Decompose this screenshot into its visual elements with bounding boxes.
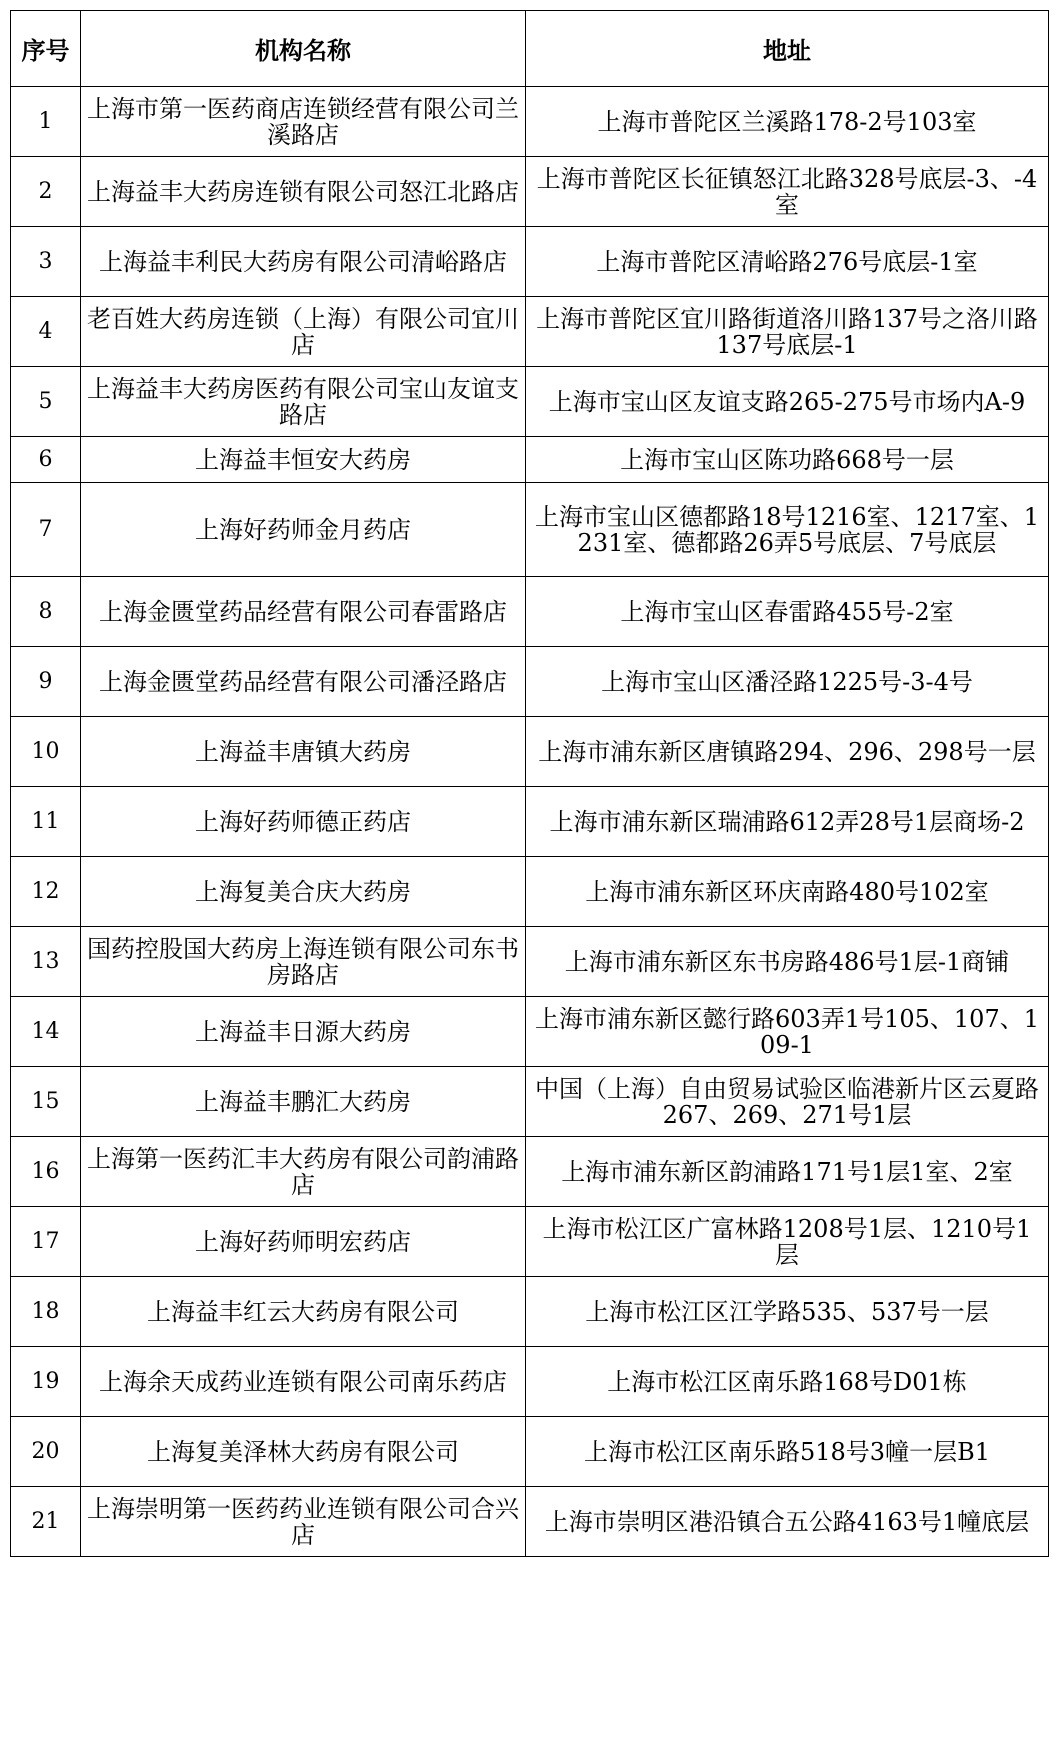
table-row xyxy=(11,157,1049,227)
row-address: 上海市宝山区德都路18号1216室、1217室、1231室、德都路26弄5号底层、7号底层 xyxy=(526,483,1049,577)
table-row xyxy=(11,1487,1049,1557)
table-row xyxy=(11,1137,1049,1207)
table-row xyxy=(11,483,1049,577)
row-index: 2 xyxy=(11,157,81,227)
row-org-name: 上海第一医药汇丰大药房有限公司韵浦路店 xyxy=(81,1137,526,1207)
row-org-name: 上海益丰利民大药房有限公司清峪路店 xyxy=(81,227,526,297)
row-org-name: 上海益丰唐镇大药房 xyxy=(81,717,526,787)
row-address: 上海市松江区江学路535、537号一层 xyxy=(526,1277,1049,1347)
table-row xyxy=(11,577,1049,647)
pharmacy-table xyxy=(10,10,1049,1557)
table-body xyxy=(11,87,1049,1557)
row-address: 上海市浦东新区韵浦路171号1层1室、2室 xyxy=(526,1137,1049,1207)
row-org-name: 上海益丰鹏汇大药房 xyxy=(81,1067,526,1137)
table-row xyxy=(11,927,1049,997)
table-row xyxy=(11,227,1049,297)
row-address: 上海市宝山区春雷路455号-2室 xyxy=(526,577,1049,647)
row-address: 上海市宝山区友谊支路265-275号市场内A-9 xyxy=(526,367,1049,437)
table-row xyxy=(11,1347,1049,1417)
row-org-name: 上海好药师金月药店 xyxy=(81,483,526,577)
row-org-name: 上海余天成药业连锁有限公司南乐药店 xyxy=(81,1347,526,1417)
row-index: 5 xyxy=(11,367,81,437)
row-index: 18 xyxy=(11,1277,81,1347)
row-index: 9 xyxy=(11,647,81,717)
table-row xyxy=(11,367,1049,437)
row-address: 上海市浦东新区东书房路486号1层-1商铺 xyxy=(526,927,1049,997)
header-address: 地址 xyxy=(526,11,1049,87)
row-index: 17 xyxy=(11,1207,81,1277)
table-row xyxy=(11,1417,1049,1487)
table-row xyxy=(11,1277,1049,1347)
row-address: 上海市崇明区港沿镇合五公路4163号1幢底层 xyxy=(526,1487,1049,1557)
row-index: 4 xyxy=(11,297,81,367)
row-index: 16 xyxy=(11,1137,81,1207)
row-org-name: 老百姓大药房连锁（上海）有限公司宜川店 xyxy=(81,297,526,367)
row-index: 19 xyxy=(11,1347,81,1417)
row-index: 1 xyxy=(11,87,81,157)
table-row xyxy=(11,87,1049,157)
row-org-name: 国药控股国大药房上海连锁有限公司东书房路店 xyxy=(81,927,526,997)
row-address: 上海市普陀区长征镇怒江北路328号底层-3、-4室 xyxy=(526,157,1049,227)
row-index: 13 xyxy=(11,927,81,997)
row-address: 上海市浦东新区瑞浦路612弄28号1层商场-2 xyxy=(526,787,1049,857)
header-index: 序号 xyxy=(11,11,81,87)
table-row xyxy=(11,997,1049,1067)
row-org-name: 上海益丰大药房连锁有限公司怒江北路店 xyxy=(81,157,526,227)
row-address: 上海市松江区南乐路518号3幢一层B1 xyxy=(526,1417,1049,1487)
row-org-name: 上海益丰红云大药房有限公司 xyxy=(81,1277,526,1347)
row-index: 6 xyxy=(11,437,81,483)
row-org-name: 上海益丰日源大药房 xyxy=(81,997,526,1067)
table-row xyxy=(11,437,1049,483)
table-row xyxy=(11,787,1049,857)
row-address: 上海市浦东新区懿行路603弄1号105、107、109-1 xyxy=(526,997,1049,1067)
row-address: 上海市普陀区宜川路街道洛川路137号之洛川路137号底层-1 xyxy=(526,297,1049,367)
row-org-name: 上海好药师明宏药店 xyxy=(81,1207,526,1277)
row-index: 7 xyxy=(11,483,81,577)
row-org-name: 上海金匮堂药品经营有限公司潘泾路店 xyxy=(81,647,526,717)
table-row xyxy=(11,1207,1049,1277)
row-org-name: 上海好药师德正药店 xyxy=(81,787,526,857)
table-row xyxy=(11,647,1049,717)
row-org-name: 上海市第一医药商店连锁经营有限公司兰溪路店 xyxy=(81,87,526,157)
row-org-name: 上海崇明第一医药药业连锁有限公司合兴店 xyxy=(81,1487,526,1557)
row-org-name: 上海复美合庆大药房 xyxy=(81,857,526,927)
row-index: 14 xyxy=(11,997,81,1067)
row-index: 20 xyxy=(11,1417,81,1487)
table-header-row xyxy=(11,11,1049,87)
row-index: 12 xyxy=(11,857,81,927)
table-row xyxy=(11,1067,1049,1137)
row-org-name: 上海金匮堂药品经营有限公司春雷路店 xyxy=(81,577,526,647)
row-address: 上海市松江区南乐路168号D01栋 xyxy=(526,1347,1049,1417)
table-row xyxy=(11,297,1049,367)
table-row xyxy=(11,857,1049,927)
row-org-name: 上海益丰大药房医药有限公司宝山友谊支路店 xyxy=(81,367,526,437)
row-org-name: 上海复美泽林大药房有限公司 xyxy=(81,1417,526,1487)
row-address: 上海市宝山区潘泾路1225号-3-4号 xyxy=(526,647,1049,717)
row-index: 3 xyxy=(11,227,81,297)
row-address: 中国（上海）自由贸易试验区临港新片区云夏路267、269、271号1层 xyxy=(526,1067,1049,1137)
row-address: 上海市普陀区兰溪路178-2号103室 xyxy=(526,87,1049,157)
row-index: 21 xyxy=(11,1487,81,1557)
row-address: 上海市浦东新区唐镇路294、296、298号一层 xyxy=(526,717,1049,787)
row-index: 8 xyxy=(11,577,81,647)
row-org-name: 上海益丰恒安大药房 xyxy=(81,437,526,483)
row-address: 上海市浦东新区环庆南路480号102室 xyxy=(526,857,1049,927)
row-address: 上海市松江区广富林路1208号1层、1210号1层 xyxy=(526,1207,1049,1277)
table-row xyxy=(11,717,1049,787)
row-index: 15 xyxy=(11,1067,81,1137)
header-org-name: 机构名称 xyxy=(81,11,526,87)
row-index: 11 xyxy=(11,787,81,857)
row-index: 10 xyxy=(11,717,81,787)
row-address: 上海市普陀区清峪路276号底层-1室 xyxy=(526,227,1049,297)
row-address: 上海市宝山区陈功路668号一层 xyxy=(526,437,1049,483)
